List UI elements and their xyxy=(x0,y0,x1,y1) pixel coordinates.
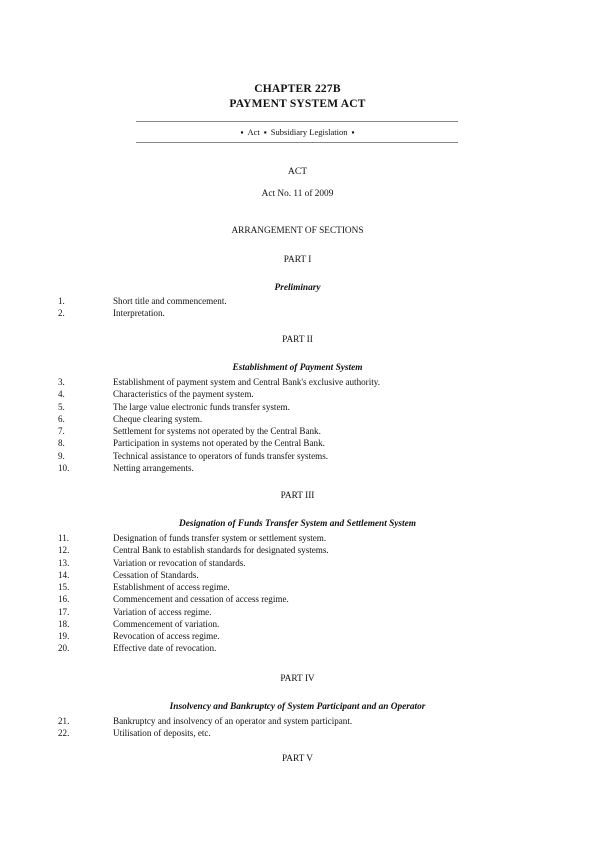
section-title: Characteristics of the payment system. xyxy=(113,389,254,400)
section-number: 12. xyxy=(58,545,70,556)
section-number: 9. xyxy=(58,450,65,461)
section-number: 16. xyxy=(58,594,70,605)
section-number: 11. xyxy=(58,533,70,543)
section-title: Establishment of payment system and Central Bank's exclusive authority. xyxy=(113,377,380,387)
arrangement-heading: ARRANGEMENT OF SECTIONS xyxy=(231,226,364,236)
section-title: Utilisation of deposits, etc. xyxy=(113,728,211,739)
section-number: 21. xyxy=(58,716,70,726)
part-subtitle: Designation of Funds Transfer System and Settlement System xyxy=(178,519,416,529)
section-title: The large value electronic funds transfer system. xyxy=(113,401,290,412)
section-number: 8. xyxy=(58,438,65,449)
section-number: 1. xyxy=(58,296,65,306)
section-number: 10. xyxy=(58,462,70,473)
part-subtitle: Preliminary xyxy=(274,283,321,293)
part-subtitle: Insolvency and Bankruptcy of System Participant and an Operator xyxy=(169,702,426,712)
part-heading: PART IV xyxy=(280,674,315,684)
part-heading: PART V xyxy=(281,754,314,764)
section-number: 4. xyxy=(58,389,65,400)
section-number: 17. xyxy=(58,606,70,617)
section-title: Cheque clearing system. xyxy=(113,413,203,424)
section-title: Designation of funds transfer system or settlement system. xyxy=(113,533,327,543)
section-title: Revocation of access regime. xyxy=(113,631,220,641)
part-heading: PART II xyxy=(282,335,313,345)
nav-bullet: ▪ xyxy=(351,127,355,137)
section-title: Variation or revocation of standards. xyxy=(113,557,246,568)
nav-bullet: ▪ xyxy=(263,127,267,137)
section-number: 20. xyxy=(58,643,70,654)
section-title: Interpretation. xyxy=(113,308,165,319)
section-number: 22. xyxy=(58,728,70,739)
section-title: Central Bank to establish standards for designated systems. xyxy=(113,545,329,556)
section-number: 3. xyxy=(58,377,65,387)
part-subtitle: Establishment of Payment System xyxy=(232,363,363,373)
section-number: 5. xyxy=(58,401,65,412)
part-heading: PART III xyxy=(280,491,315,501)
top-divider xyxy=(136,121,458,122)
section-number: 7. xyxy=(58,426,65,436)
section-title: Short title and commencement. xyxy=(113,296,227,306)
section-number: 19. xyxy=(58,631,70,641)
part-heading: PART I xyxy=(283,255,312,265)
chapter-title: CHAPTER 227B xyxy=(254,83,341,95)
section-number: 6. xyxy=(58,413,65,424)
section-title: Participation in systems not operated by the Central Bank. xyxy=(113,438,325,449)
act-link[interactable]: Act xyxy=(247,127,260,137)
section-title: Technical assistance to operators of funds transfer systems. xyxy=(113,450,329,461)
section-title: Cessation of Standards. xyxy=(113,569,199,580)
nav-bullet: ▪ xyxy=(240,127,244,137)
act-heading: ACT xyxy=(287,166,308,177)
act-title: PAYMENT SYSTEM ACT xyxy=(229,98,366,110)
section-title: Netting arrangements. xyxy=(113,462,194,473)
section-number: 13. xyxy=(58,557,70,568)
section-number: 18. xyxy=(58,618,70,629)
section-number: 15. xyxy=(58,582,70,592)
section-title: Establishment of access regime. xyxy=(113,582,230,592)
section-title: Bankruptcy and insolvency of an operator and system participant. xyxy=(113,716,353,726)
section-title: Variation of access regime. xyxy=(113,606,212,617)
section-number: 2. xyxy=(58,308,65,319)
section-number: 14. xyxy=(58,569,70,580)
section-title: Commencement of variation. xyxy=(113,618,220,629)
act-number: Act No. 11 of 2009 xyxy=(261,189,334,199)
legislation-nav xyxy=(0,127,595,137)
bottom-divider xyxy=(136,142,458,143)
section-title: Effective date of revocation. xyxy=(113,643,217,654)
subsidiary-legislation-link[interactable]: Subsidiary Legislation xyxy=(270,127,348,137)
section-title: Settlement for systems not operated by the Central Bank. xyxy=(113,426,321,436)
section-title: Commencement and cessation of access regime. xyxy=(113,594,289,605)
